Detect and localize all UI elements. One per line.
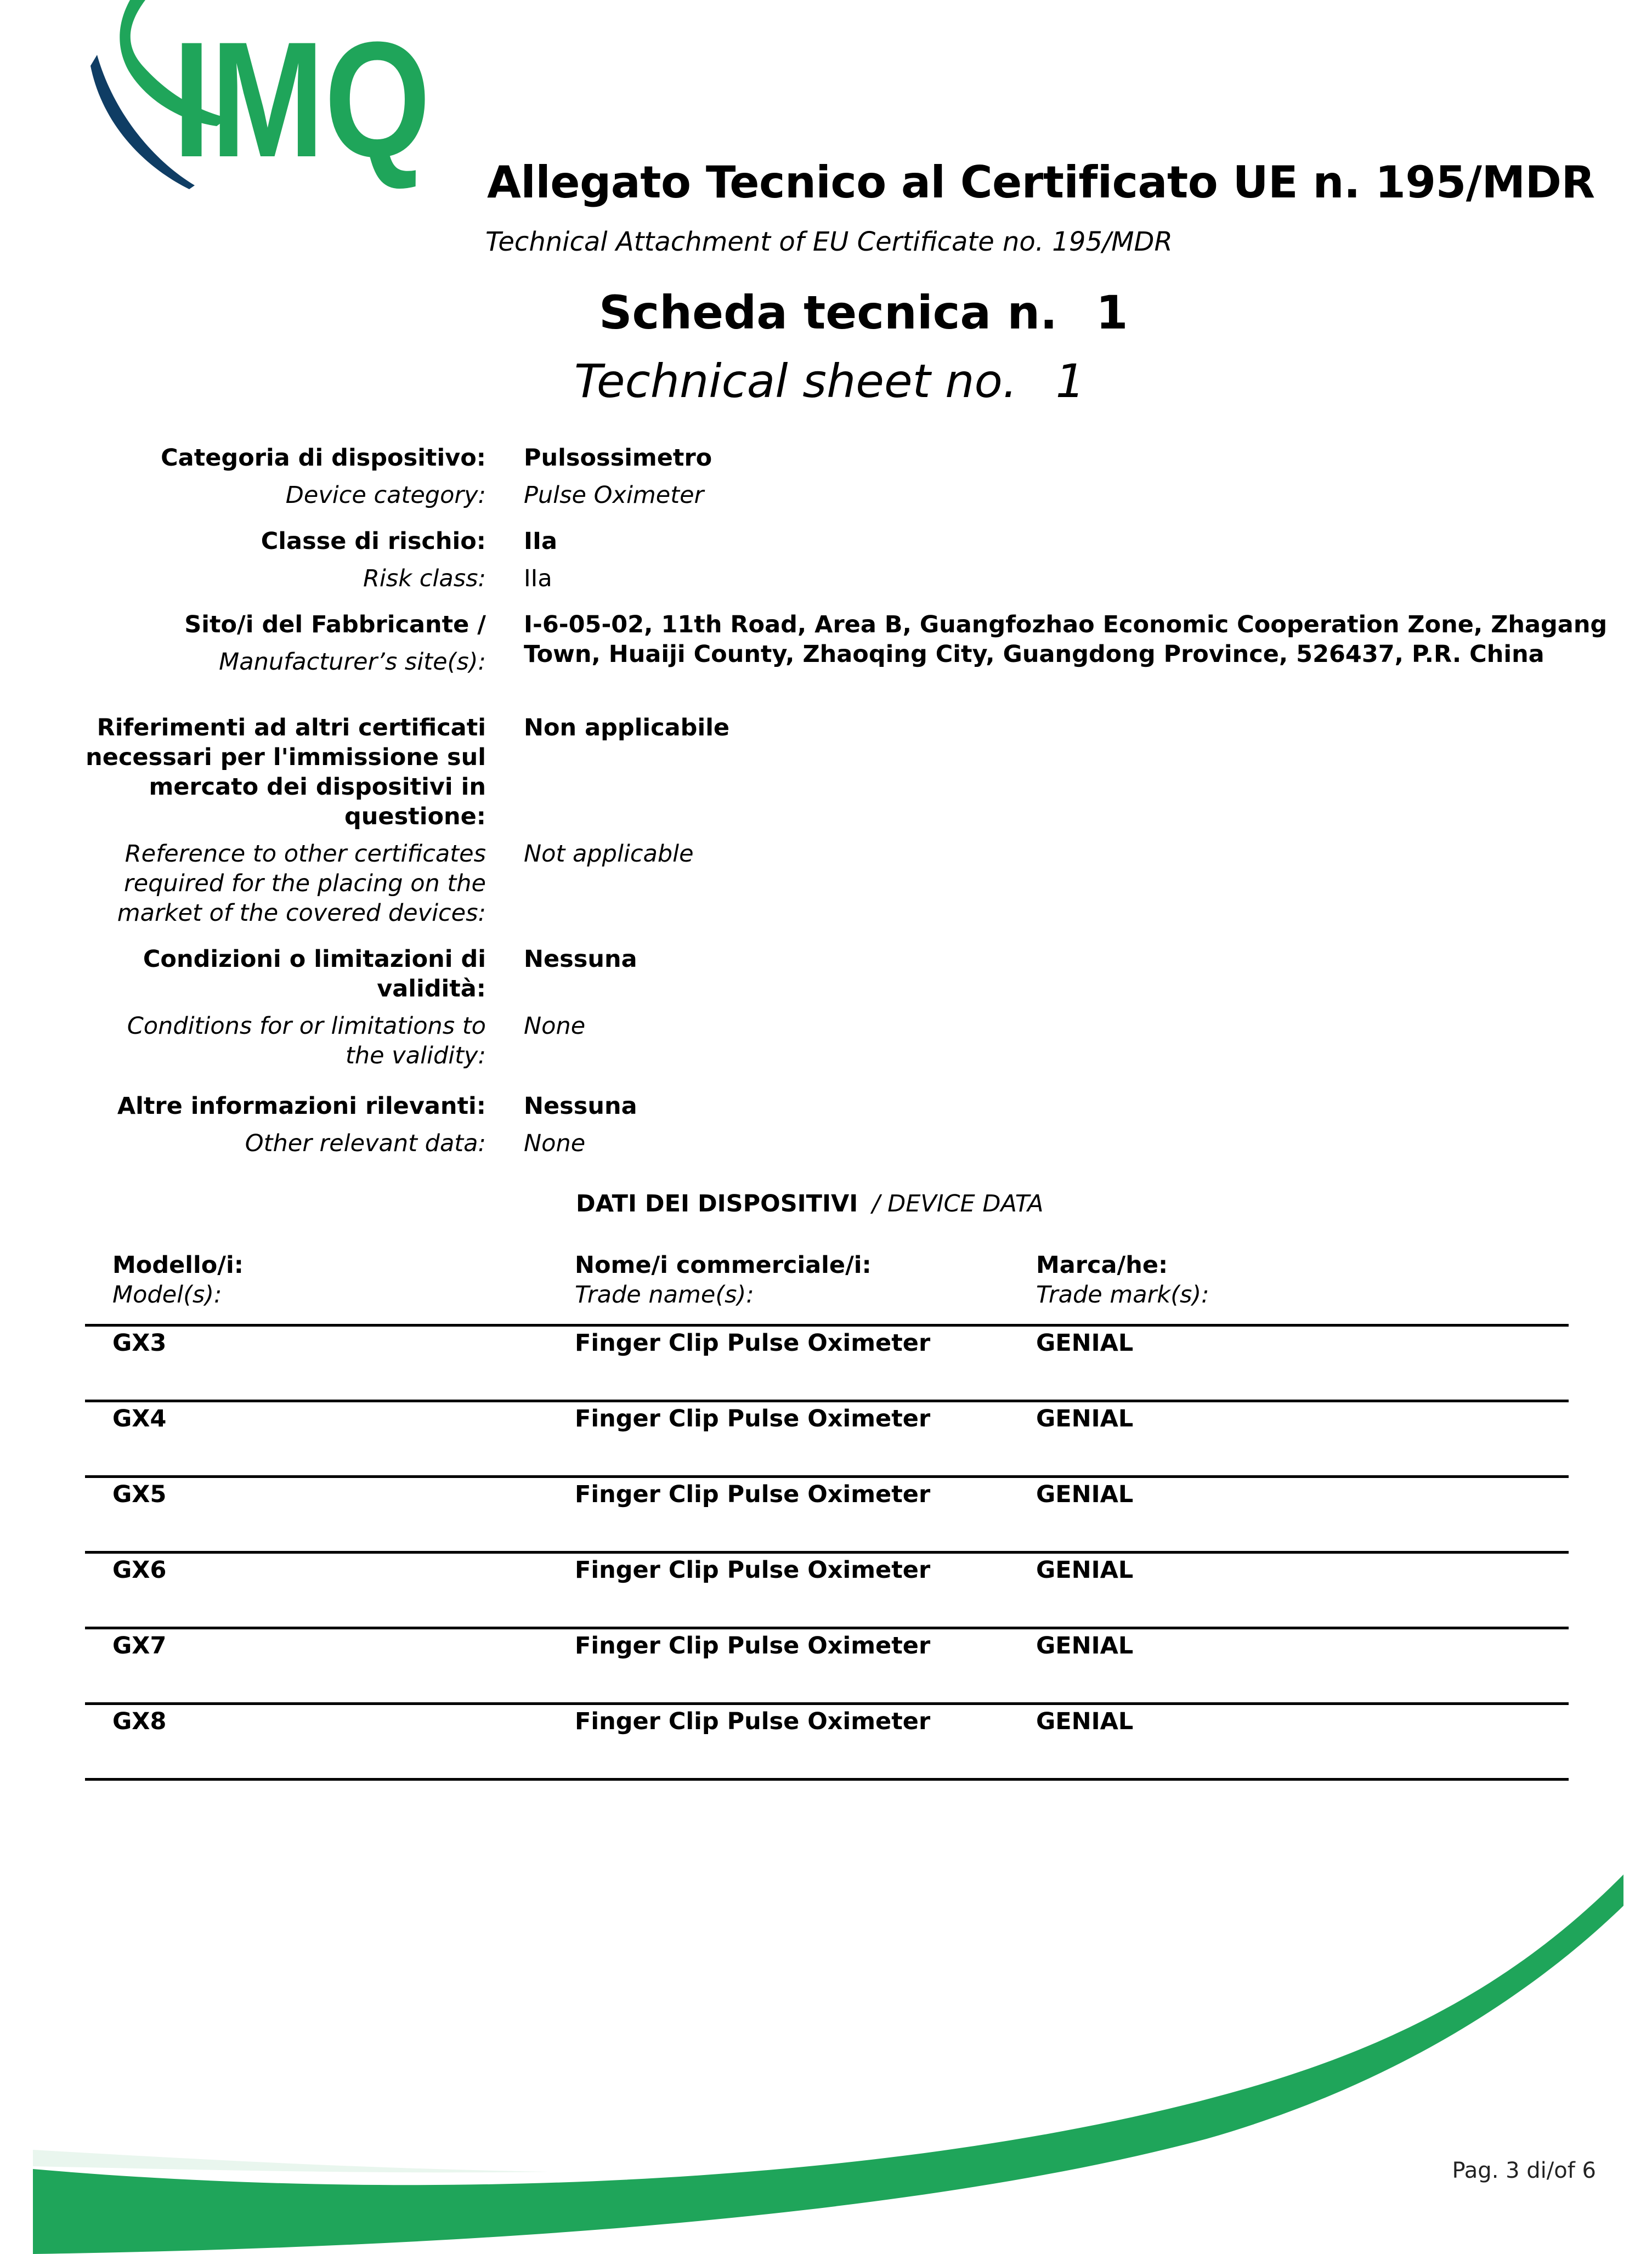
references-label-en-3: market of the covered devices: bbox=[117, 899, 486, 927]
sheet-title-it bbox=[599, 286, 1128, 339]
col-model-en: Model(s): bbox=[112, 1281, 222, 1309]
cell-model: GX7 bbox=[112, 1632, 167, 1660]
references-label-en-1: Reference to other certificates bbox=[125, 840, 486, 868]
col-model-it: Modello/i: bbox=[112, 1251, 244, 1279]
site-value-line2: Town, Huaiji County, Zhaoqing City, Guangdong Province, 526437, P.R. China bbox=[524, 641, 1544, 668]
sheet-label-it: Scheda tecnica n. bbox=[599, 286, 1058, 339]
table-header-rule bbox=[85, 1324, 1569, 1327]
conditions-label-en-1: Conditions for or limitations to bbox=[127, 1012, 486, 1040]
conditions-value-en: None bbox=[524, 1012, 586, 1040]
risk-label-it: Classe di rischio: bbox=[261, 528, 486, 555]
page-number: Pag. 3 di/of 6 bbox=[1452, 2158, 1596, 2183]
imq-logo bbox=[90, 0, 447, 189]
site-label-en: Manufacturer’s site(s): bbox=[219, 648, 486, 676]
references-label-it-3: mercato dei dispositivi in bbox=[149, 773, 486, 801]
conditions-label-it-2: validità: bbox=[377, 975, 486, 1003]
conditions-label-en-2: the validity: bbox=[346, 1042, 486, 1069]
cell-trade-mark: GENIAL bbox=[1036, 1632, 1134, 1660]
page-subtitle: Technical Attachment of EU Certificate no. 195/MDR bbox=[485, 226, 1173, 257]
risk-label-en: Risk class: bbox=[363, 565, 486, 592]
cell-model: GX5 bbox=[112, 1481, 167, 1508]
table-row-rule bbox=[85, 1627, 1569, 1629]
wave-shape-light bbox=[33, 2150, 548, 2172]
conditions-label-it-1: Condizioni o limitazioni di bbox=[143, 945, 486, 973]
other-label-en: Other relevant data: bbox=[245, 1130, 486, 1157]
decorative-wave bbox=[0, 1854, 1652, 2254]
cell-trade-name: Finger Clip Pulse Oximeter bbox=[575, 1329, 931, 1357]
cell-trade-name: Finger Clip Pulse Oximeter bbox=[575, 1405, 931, 1432]
cell-trade-mark: GENIAL bbox=[1036, 1556, 1134, 1584]
references-value-it: Non applicabile bbox=[524, 714, 730, 741]
sheet-number-it: 1 bbox=[1096, 286, 1128, 339]
references-value-en: Not applicable bbox=[524, 840, 694, 868]
references-label-it-1: Riferimenti ad altri certificati bbox=[97, 714, 486, 741]
col-trade-mark-it: Marca/he: bbox=[1036, 1251, 1168, 1279]
table-bottom-rule bbox=[85, 1778, 1569, 1781]
device-data-heading-it: DATI DEI DISPOSITIVI bbox=[576, 1190, 858, 1217]
risk-value-it: IIa bbox=[524, 528, 558, 555]
category-value-en: Pulse Oximeter bbox=[524, 482, 704, 509]
logo-text: IMQ bbox=[173, 7, 431, 191]
cell-trade-name: Finger Clip Pulse Oximeter bbox=[575, 1632, 931, 1660]
cell-trade-mark: GENIAL bbox=[1036, 1481, 1134, 1508]
wave-shape bbox=[33, 1874, 1623, 2254]
device-data-heading bbox=[576, 1190, 1043, 1217]
sheet-label-en: Technical sheet no. bbox=[574, 354, 1017, 408]
cell-model: GX8 bbox=[112, 1708, 167, 1735]
site-value-line1: I-6-05-02, 11th Road, Area B, Guangfozhao Economic Cooperation Zone, Zhagang bbox=[524, 611, 1608, 638]
other-value-en: None bbox=[524, 1130, 586, 1157]
cell-trade-name: Finger Clip Pulse Oximeter bbox=[575, 1708, 931, 1735]
cell-trade-name: Finger Clip Pulse Oximeter bbox=[575, 1481, 931, 1508]
risk-value-en: IIa bbox=[524, 565, 552, 592]
sheet-title-en bbox=[574, 354, 1085, 408]
table-row-rule bbox=[85, 1702, 1569, 1705]
cell-trade-mark: GENIAL bbox=[1036, 1405, 1134, 1432]
col-trade-name-it: Nome/i commerciale/i: bbox=[575, 1251, 872, 1279]
category-label-it: Categoria di dispositivo: bbox=[161, 444, 486, 472]
col-trade-name-en: Trade name(s): bbox=[575, 1281, 754, 1309]
table-row-rule bbox=[85, 1400, 1569, 1402]
cell-trade-mark: GENIAL bbox=[1036, 1708, 1134, 1735]
references-label-it-4: questione: bbox=[344, 803, 486, 830]
references-label-it-2: necessari per l'immissione sul bbox=[86, 744, 486, 771]
table-row-rule bbox=[85, 1551, 1569, 1554]
cell-trade-name: Finger Clip Pulse Oximeter bbox=[575, 1556, 931, 1584]
cell-model: GX6 bbox=[112, 1556, 167, 1584]
site-label-it: Sito/i del Fabbricante / bbox=[184, 611, 486, 638]
references-label-en-2: required for the placing on the bbox=[124, 870, 486, 897]
cell-model: GX4 bbox=[112, 1405, 167, 1432]
conditions-value-it: Nessuna bbox=[524, 945, 637, 973]
sheet-number-en: 1 bbox=[1055, 354, 1085, 408]
category-label-en: Device category: bbox=[285, 482, 486, 509]
cell-trade-mark: GENIAL bbox=[1036, 1329, 1134, 1357]
page-title: Allegato Tecnico al Certificato UE n. 195/MDR bbox=[487, 157, 1595, 208]
category-value-it: Pulsossimetro bbox=[524, 444, 712, 472]
col-trade-mark-en: Trade mark(s): bbox=[1036, 1281, 1209, 1309]
other-value-it: Nessuna bbox=[524, 1092, 637, 1120]
device-data-heading-en: / DEVICE DATA bbox=[872, 1190, 1044, 1217]
cell-model: GX3 bbox=[112, 1329, 167, 1357]
other-label-it: Altre informazioni rilevanti: bbox=[117, 1092, 486, 1120]
table-row-rule bbox=[85, 1475, 1569, 1478]
